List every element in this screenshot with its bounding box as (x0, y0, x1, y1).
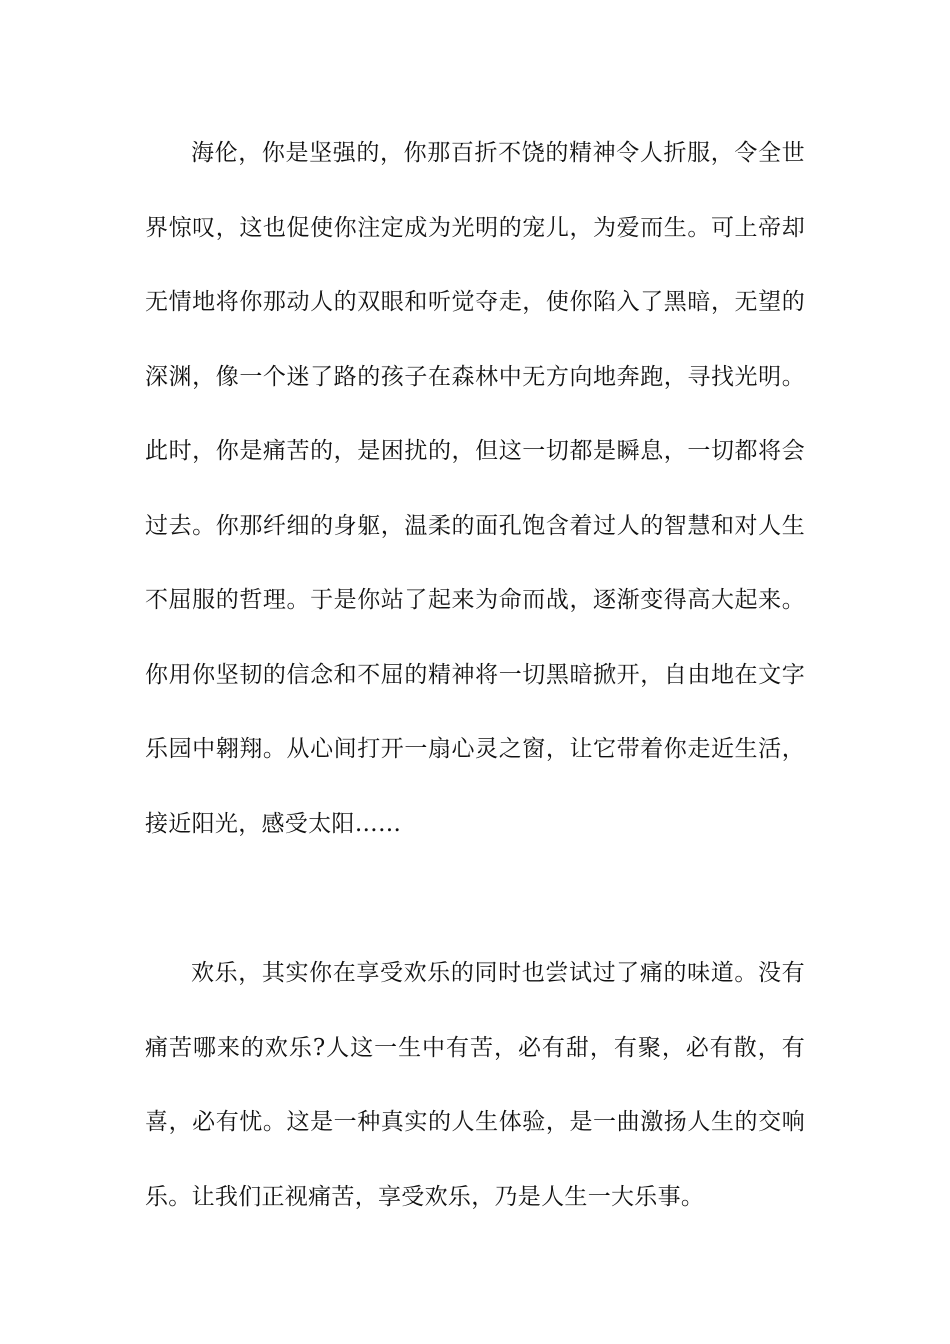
paragraph-joy: 欢乐，其实你在享受欢乐的同时也尝试过了痛的味道。没有痛苦哪来的欢乐?人这一生中有苦，必有甜，有聚，必有散，有喜，必有忧。这是一种真实的人生体验，是一曲激扬人生的交响乐。让我们正视痛苦，享受欢乐，乃是人生一大乐事。 (145, 960, 805, 1210)
paragraph-helen: 海伦，你是坚强的，你那百折不饶的精神令人折服，令全世界惊叹，这也促使你注定成为光明的宠儿，为爱而生。可上帝却无情地将你那动人的双眼和听觉夺走，使你陷入了黑暗，无望的深渊，像一个迷了路的孩子在森林中无方向地奔跑，寻找光明。此时，你是痛苦的，是困扰的，但这一切都是瞬息，一切都将会过去。你那纤细的身躯，温柔的面孔饱含着过人的智慧和对人生不屈服的哲理。于是你站了起来为命而战，逐渐变得高大起来。你用你坚韧的信念和不屈的精神将一切黑暗掀开，自由地在文字乐园中翱翔。从心间打开一扇心灵之窗，让它带着你走近生活，接近阳光，感受太阳…… (145, 140, 805, 837)
